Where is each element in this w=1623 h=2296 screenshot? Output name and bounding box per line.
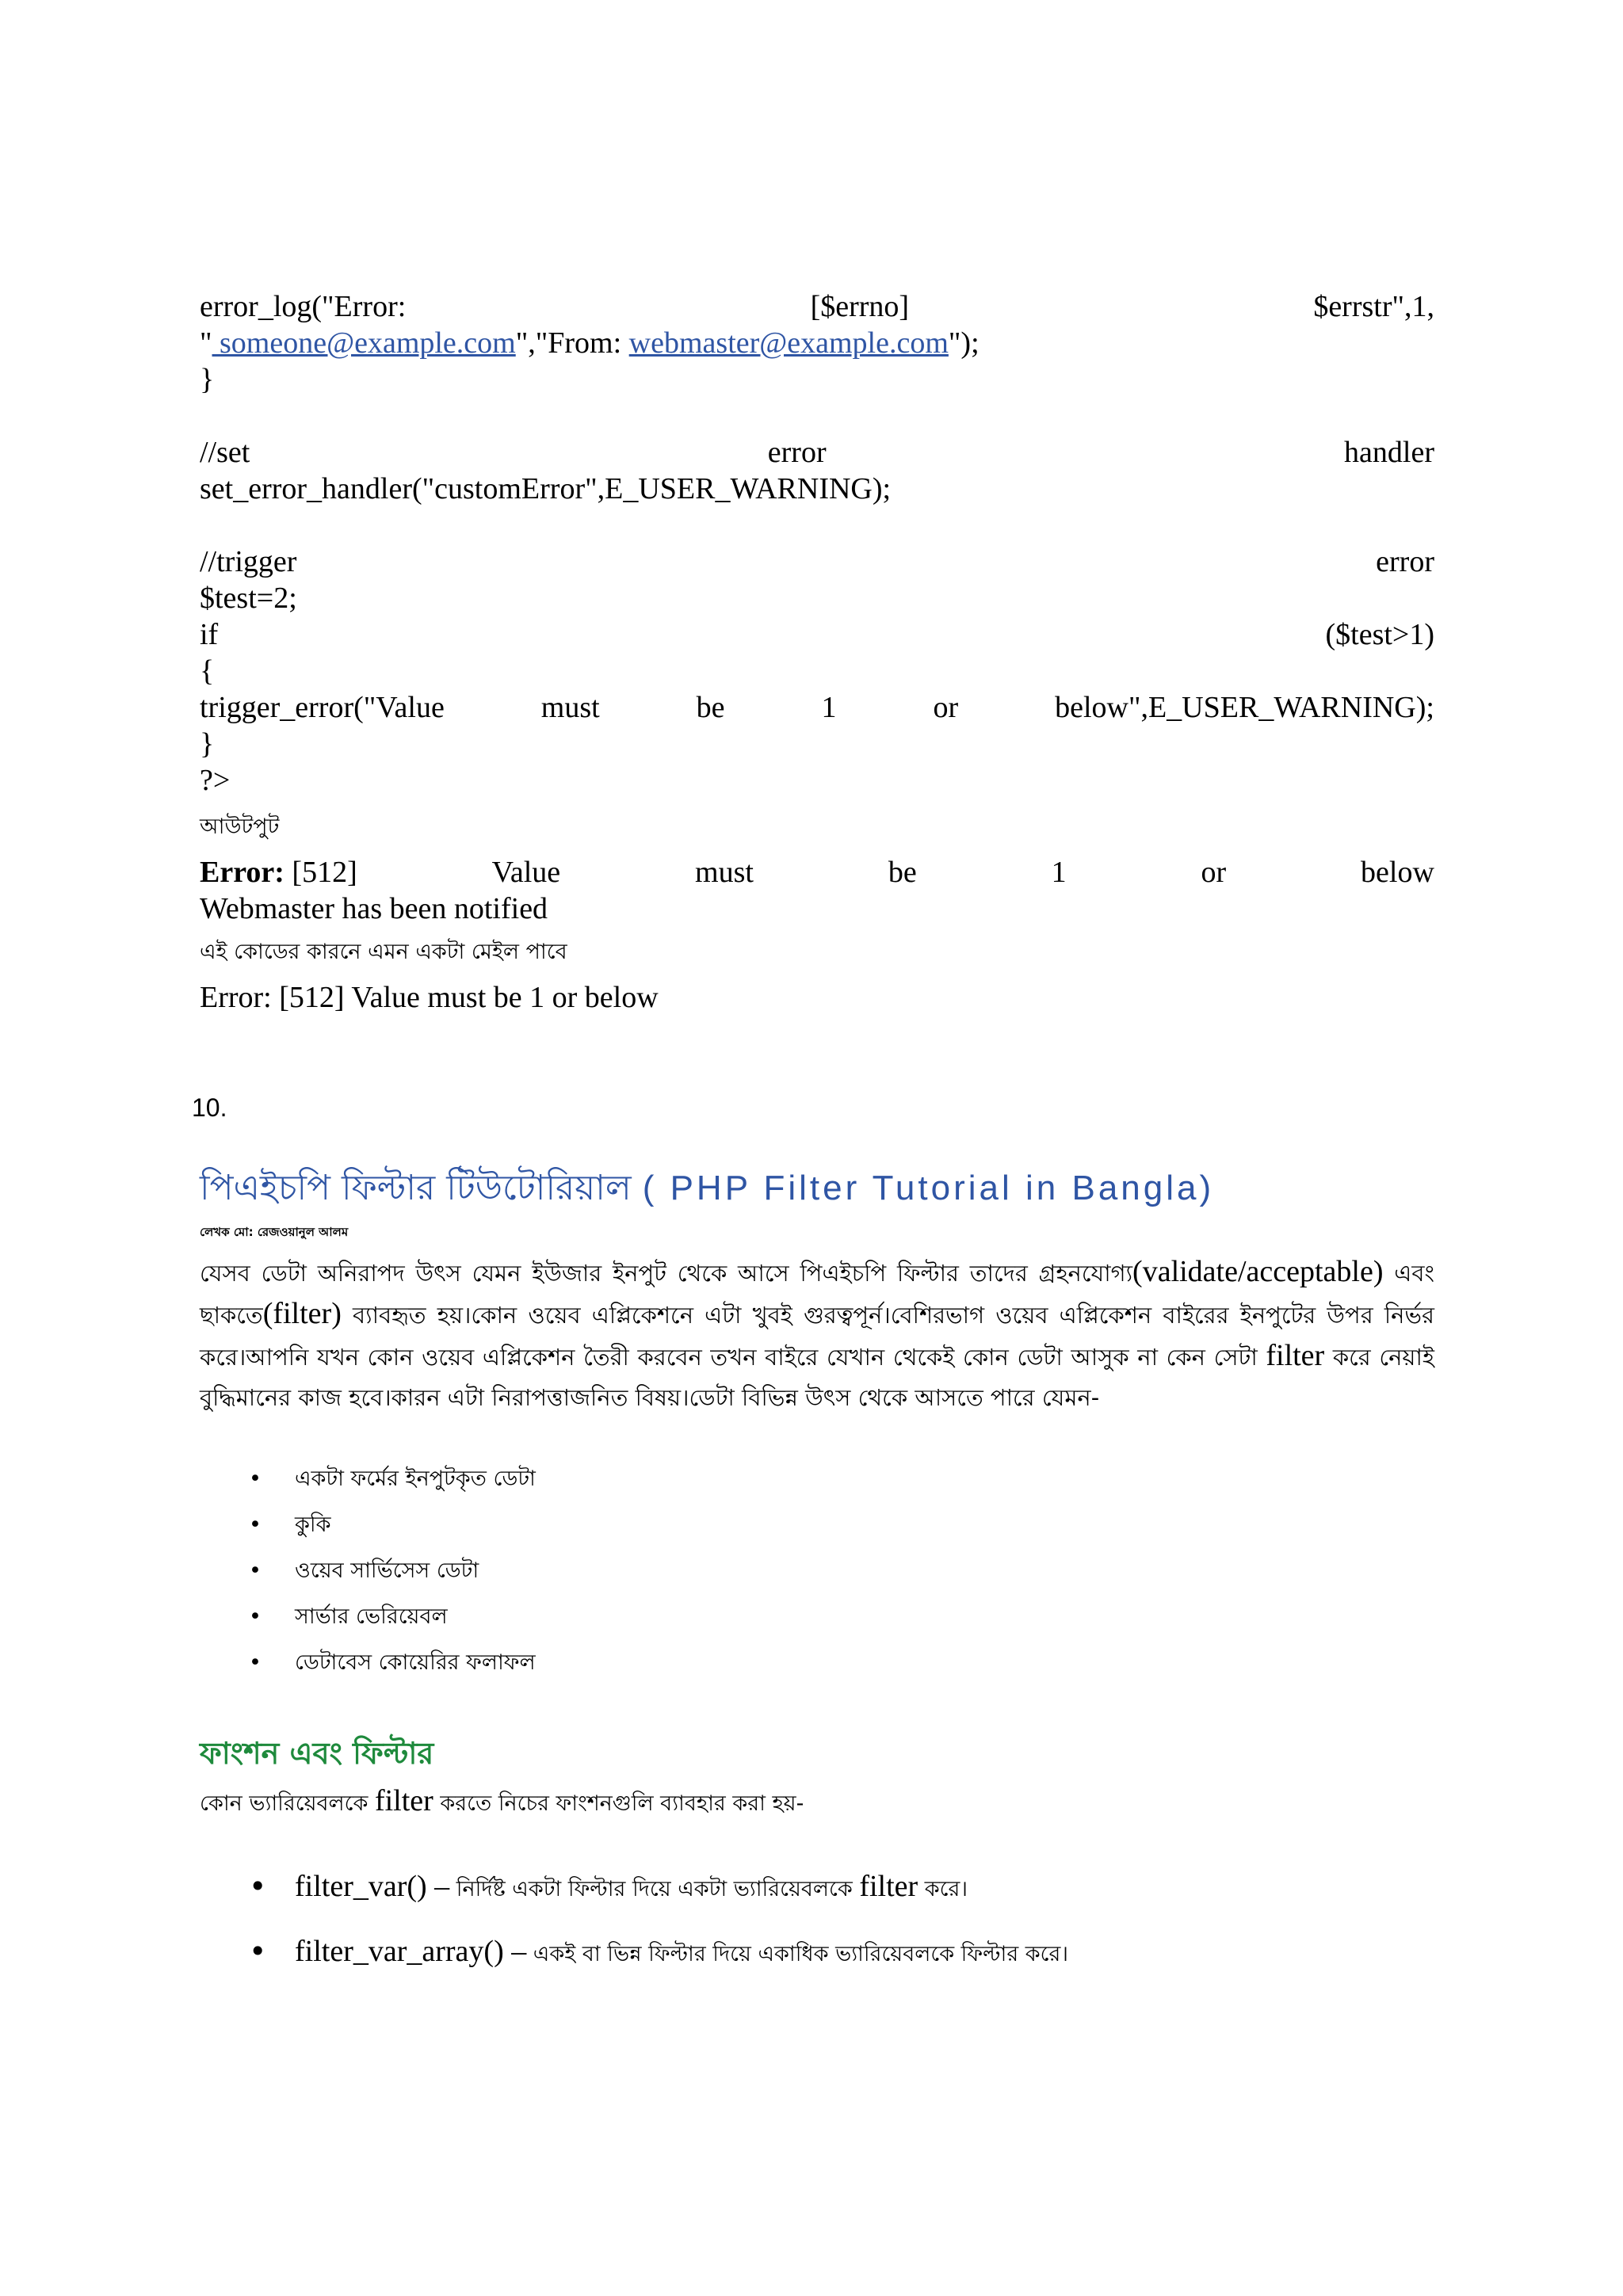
- intro-text: করে নেয়াই বুদ্ধিমানের কাজ হবে।কারন এটা নিরাপত্তাজনিত বিষয়।ডেটা বিভিন্ন উৎস থেকে আসতে পারে যেমন-: [200, 1344, 1435, 1411]
- code-token: or: [933, 691, 959, 724]
- list-item-text: ডেটাবেস কোয়েরির ফলাফল: [295, 1650, 536, 1675]
- output-token: Value: [491, 856, 561, 889]
- code-token: error: [1376, 545, 1434, 578]
- code-token: ");: [948, 326, 980, 360]
- output-token: [512]: [284, 856, 357, 889]
- intro-text: এবং ছাকতে: [200, 1260, 1434, 1329]
- output-line-error: [200, 854, 1434, 891]
- functions-list: [200, 1868, 1068, 1978]
- code-token: ": [200, 326, 212, 360]
- code-token: [$errno]: [810, 290, 910, 323]
- list-item: [200, 1640, 536, 1686]
- bullet-icon: •: [249, 1869, 267, 1904]
- code-line-comment-trigger: [200, 543, 1434, 580]
- code-token: trigger_error("Value: [200, 691, 445, 724]
- code-line: }: [200, 727, 215, 761]
- intro-text-en: (filter): [262, 1297, 342, 1330]
- code-token: ($test>1): [1325, 618, 1434, 651]
- output-token: must: [695, 856, 754, 889]
- functions-intro-en: filter: [374, 1784, 433, 1817]
- output-token: be: [888, 856, 917, 889]
- bullet-icon: •: [249, 1650, 262, 1675]
- list-item-text: কুকি: [295, 1512, 331, 1537]
- sources-list: [200, 1456, 536, 1686]
- author-credit: লেখক মো: রেজওয়ানুল আলম: [200, 1225, 349, 1239]
- code-token: must: [540, 691, 600, 724]
- intro-text: যেসব ডেটা অনিরাপদ উৎস যেমন ইউজার ইনপুট থেকে আসে পিএইচপি ফিল্টার তাদের গ্রহনযোগ্য: [200, 1260, 1133, 1287]
- code-token: error: [767, 436, 827, 469]
- function-name: filter_var_array() –: [295, 1935, 527, 1968]
- list-item: [200, 1548, 536, 1594]
- bullet-icon: •: [249, 1512, 262, 1537]
- output-token: 1: [1051, 856, 1067, 889]
- bullet-icon: •: [249, 1558, 262, 1583]
- code-token: ","From:: [515, 326, 629, 360]
- code-line-emails: [200, 325, 980, 361]
- email-link-webmaster[interactable]: webmaster@example.com: [628, 326, 949, 360]
- code-token: //set: [200, 436, 250, 469]
- code-line: set_error_handler("customError",E_USER_WARNING);: [200, 472, 892, 505]
- subheading-functions-filters: ফাংশন এবং ফিল্টার: [200, 1736, 434, 1771]
- list-item: [200, 1933, 1068, 1978]
- code-line-trigger-error: [200, 689, 1434, 726]
- code-token: if: [200, 618, 219, 651]
- code-token: handler: [1344, 436, 1434, 469]
- list-item-text: সার্ভার ভেরিয়েবল: [295, 1604, 448, 1629]
- list-item-text: একটা ফর্মের ইনপুটকৃত ডেটা: [295, 1466, 536, 1491]
- section-heading: [200, 1161, 1214, 1219]
- code-token: error_log("Error:: [200, 290, 407, 323]
- functions-intro-text: করতে নিচের ফাংশনগুলি ব্যাবহার করা হয়-: [433, 1791, 804, 1816]
- code-line: ?>: [200, 764, 231, 797]
- function-desc: করে।: [918, 1877, 968, 1901]
- code-token: be: [696, 691, 725, 724]
- function-desc-en: filter: [859, 1870, 918, 1903]
- function-desc: একই বা ভিন্ন ফিল্টার দিয়ে একাধিক ভ্যারিয়েবলকে ফিল্টার করে।: [526, 1942, 1069, 1966]
- output-token: or: [1201, 856, 1227, 889]
- heading-bangla: পিএইচপি ফিল্টার টিউটোরিয়াল: [200, 1168, 632, 1208]
- code-line: $test=2;: [200, 582, 297, 615]
- intro-text-en: filter: [1266, 1339, 1325, 1372]
- bullet-icon: •: [249, 1934, 267, 1969]
- output-error-bold: Error:: [200, 856, 285, 889]
- code-token: below",E_USER_WARNING);: [1055, 691, 1434, 724]
- intro-text-en: (validate/acceptable): [1132, 1255, 1384, 1288]
- intro-paragraph: [200, 1252, 1434, 1418]
- list-item: [200, 1594, 536, 1640]
- bullet-icon: •: [249, 1466, 262, 1491]
- code-line-error-log: [200, 288, 1434, 325]
- list-item: [200, 1456, 536, 1502]
- output-error-text: [200, 854, 357, 891]
- code-token: $errstr",1,: [1313, 290, 1434, 323]
- code-line-comment-set: [200, 434, 1434, 471]
- output-token: below: [1361, 856, 1434, 889]
- output-line-notified: Webmaster has been notified: [200, 892, 548, 925]
- code-line: {: [200, 654, 215, 688]
- list-item: [200, 1868, 1068, 1933]
- mail-line: Error: [512] Value must be 1 or below: [200, 981, 659, 1014]
- section-number: 10.: [192, 1093, 227, 1122]
- intro-text: ব্যাবহৃত হয়।কোন ওয়েব এপ্লিকেশনে এটা খুবই গুরত্বপূর্ন।বেশিরভাগ ওয়েব এপ্লিকেশন বাইরের ইনপুটের উপর নির্ভর করে।আপনি যখন কোন ওয়েব এপ্লিকেশন তৈরী করবেন তখন বাইরে যেখান থেকেই কোন ডেটা আসুক না কেন সেটা: [200, 1302, 1434, 1371]
- functions-intro-text: কোন ভ্যারিয়েবলকে: [200, 1791, 375, 1816]
- list-item: [200, 1502, 536, 1548]
- email-link-someone[interactable]: someone@example.com: [212, 326, 516, 360]
- functions-intro: [200, 1783, 804, 1824]
- code-token: 1: [821, 691, 837, 724]
- heading-latin: ( PHP Filter Tutorial in Bangla): [642, 1169, 1215, 1207]
- list-item-text: ওয়েব সার্ভিসেস ডেটা: [295, 1558, 479, 1583]
- function-desc: নির্দিষ্ট একটা ফিল্টার দিয়ে একটা ভ্যারিয়েবলকে: [449, 1877, 860, 1901]
- mail-note: এই কোডের কারনে এমন একটা মেইল পাবে: [200, 940, 567, 964]
- output-label: আউটপুট: [200, 814, 280, 839]
- bullet-icon: •: [249, 1604, 262, 1629]
- code-line: }: [200, 363, 215, 396]
- code-token: //trigger: [200, 545, 297, 578]
- code-line-if: [200, 616, 1434, 653]
- function-name: filter_var() –: [295, 1870, 450, 1903]
